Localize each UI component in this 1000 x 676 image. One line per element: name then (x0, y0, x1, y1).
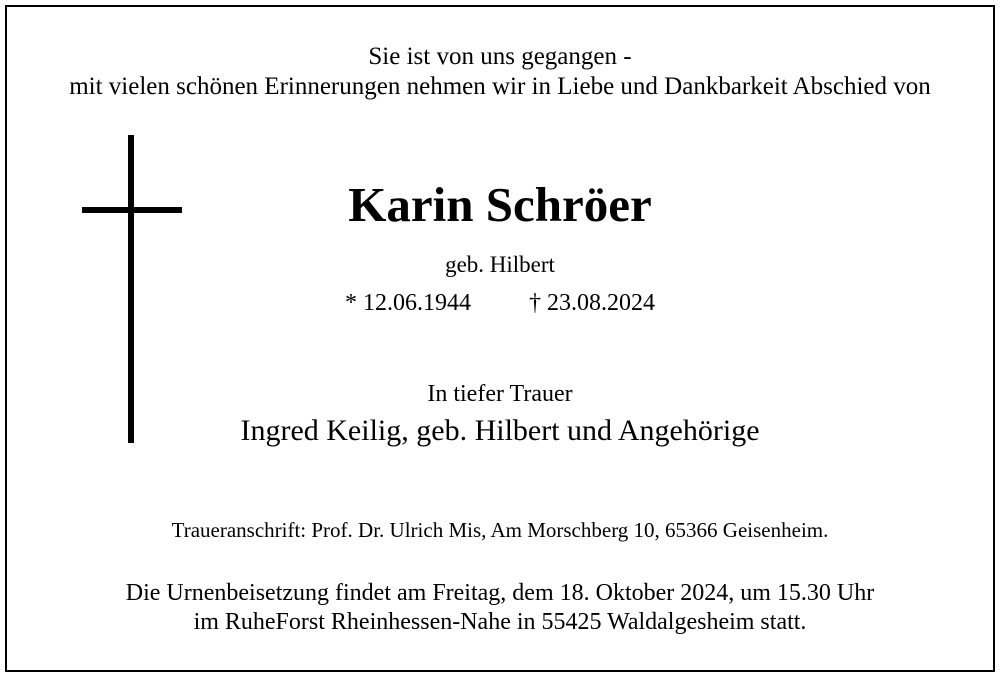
birth-date: * 12.06.1944 (345, 290, 471, 316)
funeral-info-line-1: Die Urnenbeisetzung findet am Freitag, dem 18. Oktober 2024, um 15.30 Uhr (125, 580, 875, 606)
intro-line-1: Sie ist von uns gegangen - (368, 43, 632, 70)
mourners-line: Ingred Keilig, geb. Hilbert und Angehörige (240, 414, 760, 447)
life-dates (0, 288, 1000, 318)
death-date: † 23.08.2024 (529, 290, 655, 316)
intro-line-2: mit vielen schönen Erinnerungen nehmen wir in Liebe und Dankbarkeit Abschied von (69, 73, 931, 100)
funeral-info-line-2: im RuheForst Rheinhessen-Nahe in 55425 Waldalgesheim statt. (193, 609, 807, 635)
mourning-address: Traueranschrift: Prof. Dr. Ulrich Mis, Am Morschberg 10, 65366 Geisenheim. (171, 518, 829, 542)
deceased-name: Karin Schröer (348, 177, 652, 232)
maiden-name: geb. Hilbert (445, 252, 555, 277)
mourning-line: In tiefer Trauer (427, 381, 573, 407)
